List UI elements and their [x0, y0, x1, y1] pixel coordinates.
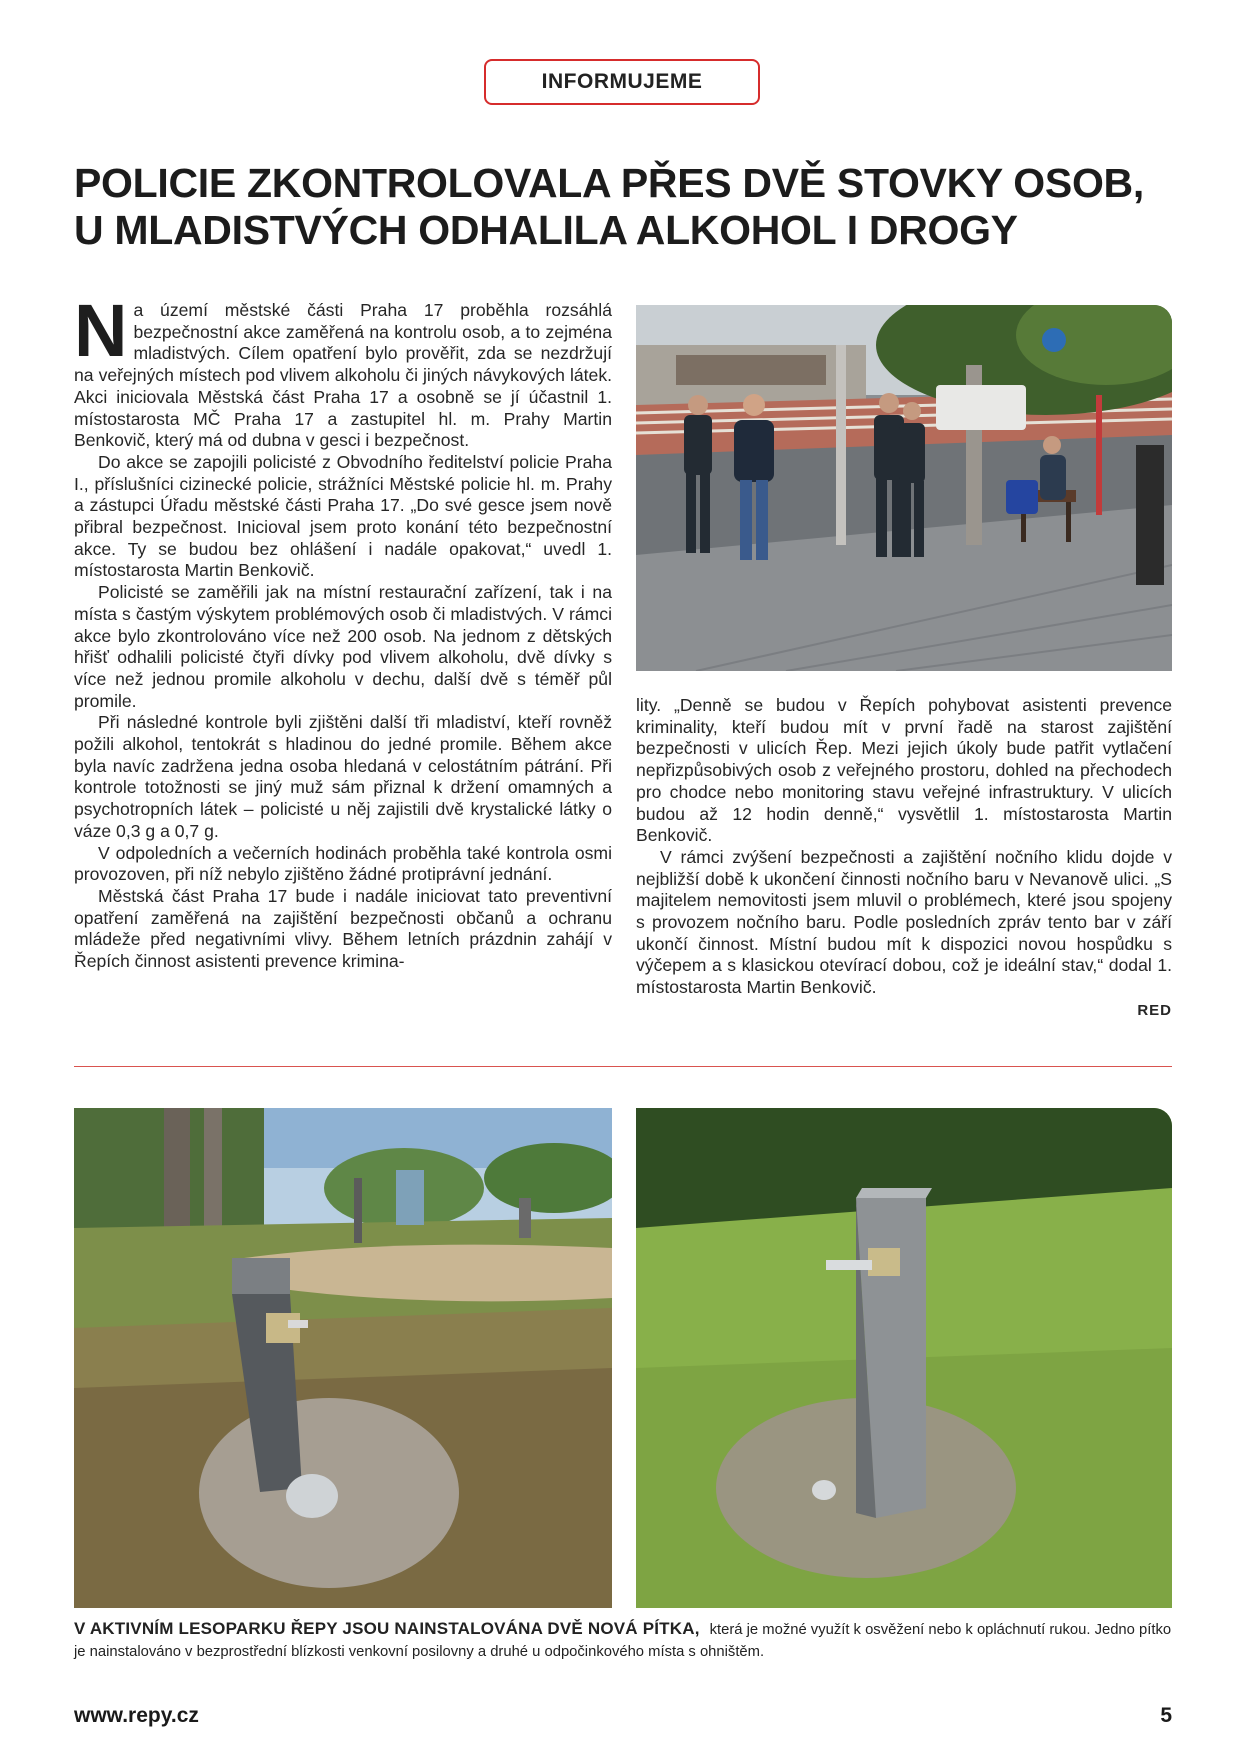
article-paragraph: Policisté se zaměřili jak na místní restaurační zařízení, tak i na místa s častým výskytem problémových osob či mladistvých. V rámci akce bylo zkontrolováno více než 200 osob. Na jednom z dětských hřišť odhalili policisté čtyři dívky pod vlivem alkoholu, dvě dívky s více než jednou promile alkoholu v dechu, další dvě s téměř půl promile. — [74, 582, 612, 711]
article-paragraph — [74, 289, 612, 452]
police-checkpoint-photo — [636, 305, 1172, 671]
article-paragraph: V rámci zvýšení bezpečnosti a zajištění nočního klidu dojde v nejbližší době k ukončení činnosti nočního baru v Nevanově ulici. „S majitelem nemovitosti jsem mluvil o problémech, které jsou spojeny s provozem nočního baru. Podle posledních zpráv tento bar v září ukončí činnost. Místní budou mít k dispozici novou hospůdku s výčepem a s klasickou otevírací dobou, což je ideální stav,“ dodal 1. místostarosta Martin Benkovič. — [636, 846, 1172, 998]
article-paragraph: lity. „Denně se budou v Řepích pohybovat asistenti prevence kriminality, kteří budou mít v první řadě na starost zajištění bezpečnosti v ulicích Řep. Mezi jejich úkoly bude patřit vytlačení nepřizpůsobivých osob z veřejného prostoru, dohled na přechodech pro chodce nebo monitoring stavu veřejné infrastruktury. V ulicích budou až 12 hodin denně,“ vysvětlil 1. místostarosta Martin Benkovič. — [636, 695, 1172, 846]
article-paragraph: Při následné kontrole byli zjištěni další tři mladiství, kteří rovněž požili alkohol, tentokrát s hladinou do jedné promile. Během akce byla navíc zadržena jedna osoba hledaná v celostátním pátrání. Při kontrole totožnosti se jiný muž sám přiznal k držení omamných a psychotropních látek – policisté u něj zajistili dvě krystalické látky o váze 0,3 g a 0,7 g. — [74, 712, 612, 841]
article-byline: RED — [1137, 1001, 1172, 1019]
section-tag: INFORMUJEME — [484, 59, 760, 105]
caption-text: která je možné využít k osvěžení nebo k opláchnutí rukou. Jedno pítko je nainstalováno v bezprostřední blízkosti venkovní posilovny a druhé u odpočinkového místa s ohništěm. — [74, 1622, 1172, 1660]
fountain-photo-1-graphic — [74, 1108, 612, 1608]
article-paragraph: Do akce se zapojili policisté z Obvodního ředitelství policie Praha I., příslušníci cizinecké policie, strážníci Městské policie hl. m. Prahy a zástupci Úřadu městské části Praha 17. „Do své gesce jsem nově přibral bezpečnost. Inicioval jsem proto konání této bezpečnostní akce. Ty se budou bez ohlášení i nadále opakovat,“ uvedl 1. místostarosta Martin Benkovič. — [74, 451, 612, 581]
article-column-right — [636, 695, 1172, 1022]
drop-cap: N — [74, 289, 128, 372]
police-photo-graphic — [636, 305, 1172, 671]
drinking-fountain-photo-1 — [74, 1108, 612, 1608]
article-headline — [74, 160, 1174, 254]
footer-website-link[interactable]: www.repy.cz — [74, 1704, 199, 1727]
article-column-left — [74, 289, 612, 973]
headline-line-2: U MLADISTVÝCH ODHALILA ALKOHOL I DROGY — [74, 207, 1018, 253]
article-paragraph: V odpoledních a večerních hodinách proběhla také kontrola osmi provozoven, při níž nebylo zjištěno žádné protiprávní jednání. — [74, 842, 612, 885]
caption-heading: V AKTIVNÍM LESOPARKU ŘEPY JSOU NAINSTALOVÁNA DVĚ NOVÁ PÍTKA, — [74, 1619, 700, 1638]
paragraph-text: a území městské části Praha 17 proběhla rozsáhlá bezpečnostní akce zaměřená na kontrolu osob, a to zejména mladistvých. Cílem opatření bylo prověřit, zda se nezdržují na veřejných místech pod vlivem alkoholu či jiných návykových látek. Akci iniciovala Městská část Praha 17 a osobně se jí účastnil 1. místostarosta MČ Praha 17 a zastupitel hl. m. Prahy Martin Benkovič, který má od dubna v gesci i bezpečnost. — [74, 300, 612, 451]
section-divider — [74, 1066, 1172, 1067]
page-number: 5 — [1160, 1704, 1172, 1727]
drinking-fountain-photo-2 — [636, 1108, 1172, 1608]
article-paragraph: Městská část Praha 17 bude i nadále iniciovat tato preventivní opatření zaměřená na zajištění bezpečnosti občanů a ochranu mládeže před negativními vlivy. Během letních prázdnin zahájí v Řepích činnost asistenti prevence krimina- — [74, 885, 612, 972]
fountain-photo-2-graphic — [636, 1108, 1172, 1608]
headline-line-1: POLICIE ZKONTROLOVALA PŘES DVĚ STOVKY OSOB, — [74, 160, 1144, 206]
photo-caption — [74, 1618, 1172, 1663]
